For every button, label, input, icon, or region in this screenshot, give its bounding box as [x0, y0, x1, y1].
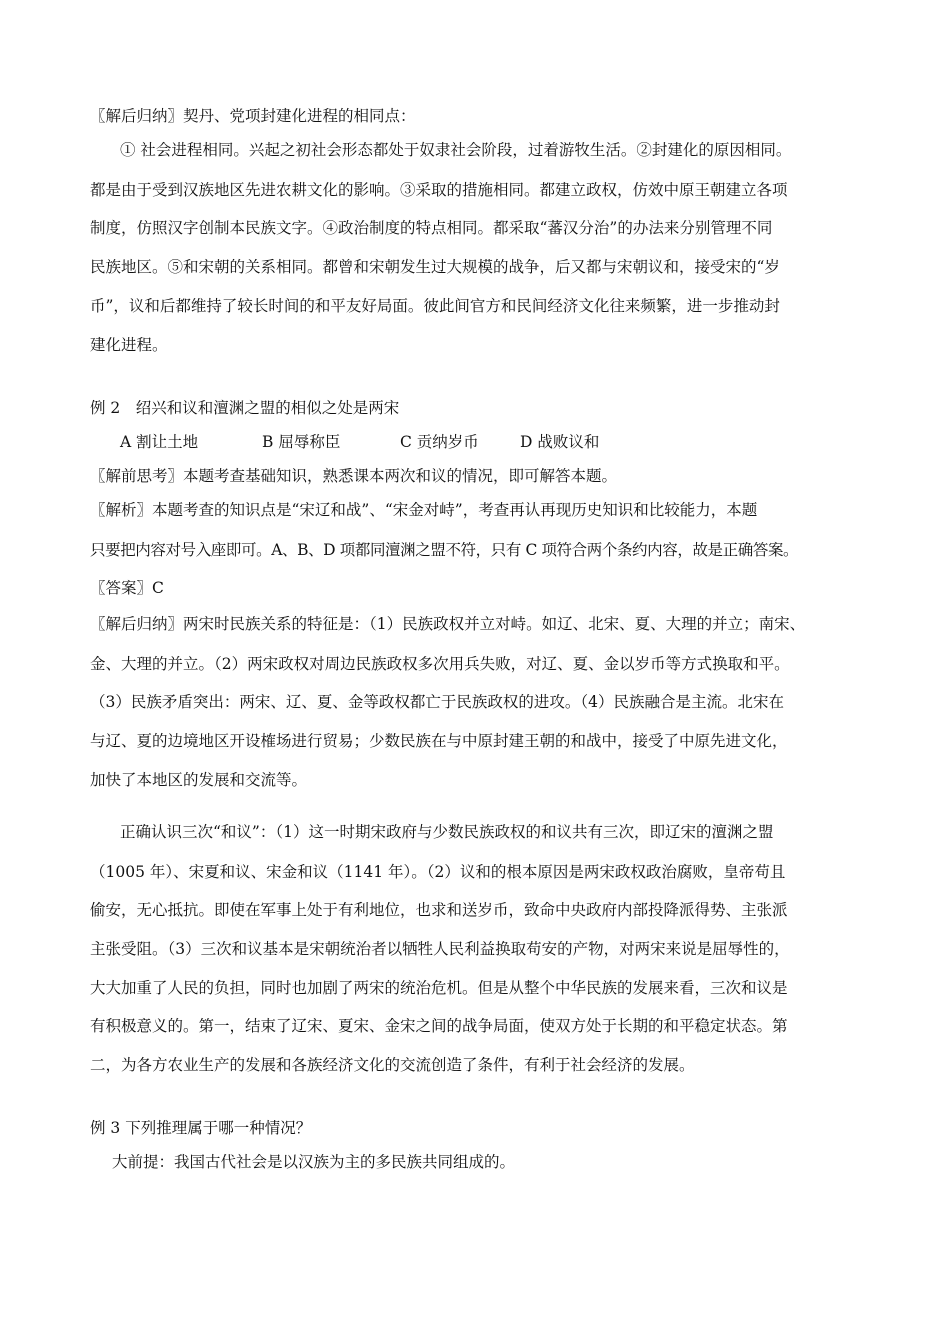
paragraph-line: 建化进程。 [90, 336, 168, 354]
peace-line: 偷安，无心抵抗。即使在军事上处于有利地位，也求和送岁币，致命中央政府内部投降派得势、主张派 [90, 901, 788, 919]
paragraph-line: 民族地区。⑤和宋朝的关系相同。都曾和宋朝发生过大规模的战争，后又都与宋朝议和，接受宋的“岁 [90, 258, 780, 276]
answer: 〖答案〗C [90, 579, 164, 597]
peace-line: 主张受阻。（3）三次和议基本是宋朝统治者以牺牲人民利益换取苟安的产物，对两宋来说是屈辱性的， [90, 940, 790, 958]
summary-line: 〖解后归纳〗两宋时民族关系的特征是：（1）民族政权并立对峙。如辽、北宋、夏、大理的并立；南宋、 [90, 615, 806, 633]
summary-line: 加快了本地区的发展和交流等。 [90, 771, 308, 789]
analysis-line: 〖解析〗本题考查的知识点是“宋辽和战”、“宋金对峙”，考查再认再现历史知识和比较能力，本题 [90, 501, 758, 519]
peace-line: 二，为各方农业生产的发展和各族经济文化的交流创造了条件，有利于社会经济的发展。 [90, 1056, 695, 1074]
example2-question: 例 2 绍兴和议和澶渊之盟的相似之处是两宋 [90, 399, 400, 417]
peace-line: 有积极意义的。第一，结束了辽宋、夏宋、金宋之间的战争局面，使双方处于长期的和平稳定状态。第 [90, 1017, 788, 1035]
peace-line: 大大加重了人民的负担，同时也加剧了两宋的统治危机。但是从整个中华民族的发展来看，三次和议是 [90, 979, 788, 997]
summary-line: 与辽、夏的边境地区开设榷场进行贸易；少数民族在与中原封建王朝的和战中，接受了中原先进文化， [90, 732, 788, 750]
paragraph-line: 制度，仿照汉字创制本民族文字。④政治制度的特点相同。都采取“蕃汉分治”的办法来分别管理不同 [90, 219, 773, 237]
option-c: C 贡纳岁币 [400, 433, 479, 451]
paragraph-line: 都是由于受到汉族地区先进农耕文化的影响。③采取的措施相同。都建立政权，仿效中原王朝建立各项 [90, 181, 788, 199]
option-b: B 屈辱称臣 [262, 433, 341, 451]
major-premise: 大前提：我国古代社会是以汉族为主的多民族共同组成的。 [112, 1153, 516, 1171]
summary-line: （3）民族矛盾突出：两宋、辽、夏、金等政权都亡于民族政权的进攻。（4）民族融合是主流。北宋在 [90, 693, 784, 711]
paragraph-line: ① 社会进程相同。兴起之初社会形态都处于奴隶社会阶段，过着游牧生活。②封建化的原因相同。 [120, 141, 792, 159]
example2-options [90, 432, 870, 454]
peace-line: （1005 年）、宋夏和议、宋金和议（1141 年）。（2）议和的根本原因是两宋政权政治腐败，皇帝苟且 [90, 863, 786, 881]
paragraph-line: 币”，议和后都维持了较长时间的和平友好局面。彼此间官方和民间经济文化往来频繁，进一步推动封 [90, 297, 780, 315]
analysis-line: 只要把内容对号入座即可。A、B、D 项都同澶渊之盟不符，只有 C 项符合两个条约内容，故是正确答案。 [90, 541, 799, 559]
summary-line: 金、大理的并立。（2）两宋政权对周边民族政权多次用兵失败，对辽、夏、金以岁币等方式换取和平。 [90, 655, 790, 673]
example3-question: 例 3 下列推理属于哪一种情况？ [90, 1119, 312, 1137]
pre-thinking: 〖解前思考〗本题考查基础知识，熟悉课本两次和议的情况，即可解答本题。 [90, 467, 618, 485]
option-d: D 战败议和 [520, 433, 600, 451]
option-a: A 割让土地 [120, 433, 199, 451]
summary-heading: 〖解后归纳〗契丹、党项封建化进程的相同点： [90, 107, 416, 125]
peace-line: 正确认识三次“和议”：（1）这一时期宋政府与少数民族政权的和议共有三次，即辽宋的澶渊之盟 [120, 823, 774, 841]
